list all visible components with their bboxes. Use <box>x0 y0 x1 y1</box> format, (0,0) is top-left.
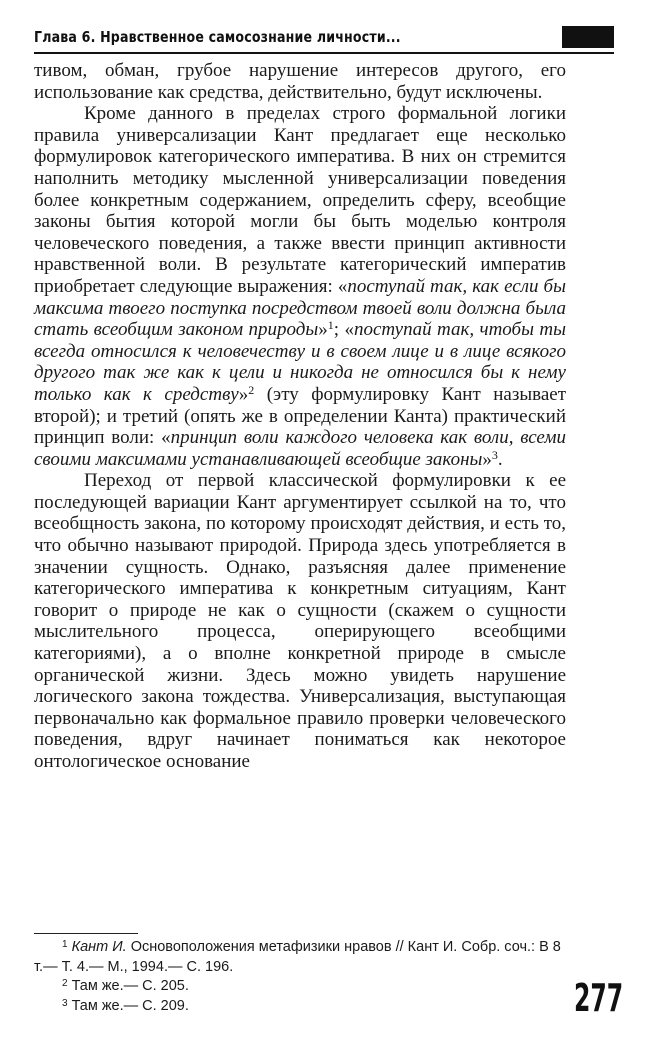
quote-close: » <box>318 319 328 341</box>
footnote-number: 3 <box>62 997 68 1009</box>
paragraph-3: Переход от первой классической формулировки к ее последующей вариации Кант аргументирует ссылкой на то, что всеобщность закона, по которому происходят действия, и есть то, что обычно называют природой. Природа здесь употребляется в значении сущность. Однако, разъясняя далее применение категорического императива к конкретным ситуациям, Кант говорит о природе не как о сущности (скажем о сущности мыслительного процесса, оперирующего всеобщими категориями), а о вполне конкретной природе в смысле органической жизни. Здесь можно увидеть нарушение логического закона тождества. Универсализация, выступающая первоначально как формальное правило проверки человеческого поведения, вдруг начинает пониматься как некоторое онтологическое основание <box>34 470 566 772</box>
paragraph-2-text: . <box>497 448 503 470</box>
footnote-text: Там же.— С. 209. <box>71 997 189 1014</box>
page-number: 277 <box>574 976 624 1020</box>
kant-formula-1: поступай так, как если бы максима твоего поступка посредством твоей воли должна была стать всеобщим законом природы <box>34 275 566 341</box>
quote-close: » <box>482 448 492 470</box>
body-text <box>34 60 566 773</box>
paragraph-1: тивом, обман, грубое нарушение интересов другого, его использование как средства, действительно, будут исключены. <box>34 60 566 103</box>
footnote-2 <box>34 977 566 997</box>
paragraph-2-text: Кроме данного в пределах строго формальной логики правила универсализации Кант предлагает еще несколько формулировок категорического императива. В них он стремится наполнить методику мысленной универсализации поведения более конкретным содержанием, определить сферу, всеобщие законы бытия которой могли бы быть моделью контроля человеческого поведения, а также ввести принцип активности нравственной воли. В результате категорический императив приобретает следующие выражения: « <box>34 103 566 297</box>
quote-close: » <box>238 383 249 405</box>
kant-formula-3: принцип воли каждого человека как воли, всеми своими максимами устанавливающей всеобщие законы <box>34 427 567 470</box>
footnote-divider <box>34 933 138 934</box>
paragraph-2-text: (эту формулировку Кант называет второй); и третий (опять же в определении Канта) практический принцип воли: « <box>34 383 566 449</box>
footnote-ref-1: 1 <box>327 318 334 333</box>
footnotes <box>34 938 566 1016</box>
footnote-ref-2: 2 <box>248 382 255 397</box>
footnote-author: Кант И. <box>71 939 127 955</box>
footnote-number: 1 <box>62 939 68 950</box>
footnote-1 <box>34 938 566 977</box>
footnote-3 <box>34 997 566 1017</box>
footnote-ref-3: 3 <box>491 447 498 462</box>
footnote-number: 2 <box>62 978 68 989</box>
paragraph-2-text: ; « <box>333 319 354 341</box>
footnote-text: Основоположения метафизики нравов // Кант И. Собр. соч.: В 8 т.— Т. 4.— М., 1994.— С. 196. <box>34 939 561 975</box>
kant-formula-2: поступай так, чтобы ты всегда относился к человечеству и в своем лице и в лице всякого другого так же как к цели и никогда не относился бы к нему только как к средству <box>34 319 566 405</box>
chapter-title: Глава 6. Нравственное самосознание личности... <box>34 28 401 46</box>
footnote-text: Там же.— С. 205. <box>71 978 189 994</box>
header-bar-decoration <box>562 26 614 48</box>
running-header <box>34 26 614 54</box>
paragraph-2 <box>34 103 566 470</box>
